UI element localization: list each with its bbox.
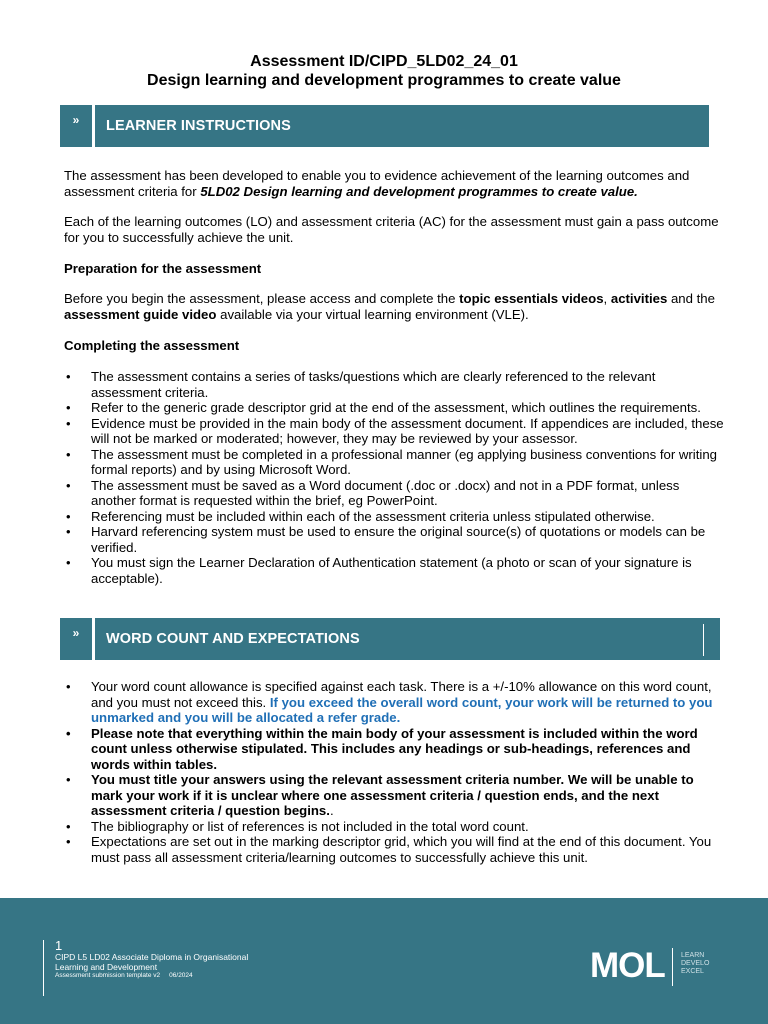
tagline-excel: EXCEL: [681, 968, 704, 975]
list-item: [64, 679, 724, 726]
list-item-text: You must title your answers using the relevant assessment criteria number. We will be unable to mark your work if it is unclear where one assessment criteria / question ends, and the next assessment criteria / question begins.: [91, 772, 694, 818]
list-item-text: Evidence must be provided in the main body of the assessment document. If appendices are included, these will not be marked or moderated; however, they may be reviewed by your assessor.: [91, 415, 724, 446]
footer-course-title: CIPD L5 LD02 Associate Diploma in Organisational Learning and Development: [55, 952, 249, 972]
list-item: [64, 478, 724, 509]
bullet-icon: •: [66, 446, 71, 462]
mol-logo: MOL: [590, 946, 665, 985]
list-item: [64, 524, 724, 555]
bullet-icon: •: [66, 508, 71, 524]
bullet-icon: •: [66, 369, 71, 384]
banner-title: WORD COUNT AND EXPECTATIONS: [106, 631, 360, 647]
logo-divider: [672, 948, 673, 986]
preparation-heading: Preparation for the assessment: [64, 261, 262, 276]
intro-paragraph: [64, 168, 724, 199]
page-number: 1: [55, 938, 63, 953]
list-item-text: .: [329, 803, 334, 818]
chevron-icon: »: [72, 626, 80, 640]
bullet-icon: •: [66, 834, 71, 849]
unit-name: 5LD02 Design learning and development programmes to create value.: [200, 183, 638, 199]
list-item-text: The assessment contains a series of tasks/questions which are clearly referenced to the relevant assessment criteria.: [91, 369, 656, 400]
list-item-text: Harvard referencing system must be used to ensure the original source(s) of quotations or models can be verified.: [91, 524, 706, 555]
list-item-text: The bibliography or list of references is not included in the total word count.: [91, 818, 529, 834]
activities-link: activities: [610, 291, 668, 306]
list-item: [64, 369, 724, 400]
topic-essentials-link: topic essentials videos: [459, 291, 604, 306]
banner-divider: [92, 618, 95, 660]
bullet-icon: •: [66, 818, 71, 834]
list-item-text: Refer to the generic grade descriptor grid at the end of the assessment, which outlines the requirements.: [91, 400, 701, 415]
list-item: [64, 509, 724, 525]
list-item-text: The assessment must be saved as a Word document (.doc or .docx) and not in a PDF format, unless another format is requested within the brief, eg PowerPoint.: [91, 477, 680, 508]
bullet-icon: •: [66, 524, 71, 539]
bullet-icon: •: [66, 415, 71, 431]
list-item: [64, 772, 724, 819]
list-item-text: Expectations are set out in the marking descriptor grid, which you will find at the end of this document. You must pass all assessment criteria/learning outcomes to successfully achieve this unit.: [91, 834, 712, 865]
completing-list: [64, 369, 724, 586]
completing-heading: Completing the assessment: [64, 338, 240, 353]
list-item-text: Referencing must be included within each of the assessment criteria unless stipulated otherwise.: [91, 508, 655, 524]
bullet-icon: •: [66, 679, 71, 694]
list-item-text: You must sign the Learner Declaration of Authentication statement (a photo or scan of your signature is acceptable).: [91, 555, 692, 586]
list-item: [64, 726, 724, 773]
banner-edge-line: [703, 624, 704, 656]
preparation-paragraph: [64, 291, 724, 322]
list-item-text: The assessment must be completed in a professional manner (eg applying business conventions for writing formal reports) and by using Microsoft Word.: [91, 446, 718, 477]
list-item: [64, 819, 724, 835]
list-item: [64, 416, 724, 447]
list-item: [64, 447, 724, 478]
prep-text: available via your virtual learning environment (VLE).: [216, 306, 529, 322]
page-title: [0, 52, 768, 90]
page-footer: [0, 898, 768, 1024]
logo-tagline: [681, 952, 709, 976]
assessment-guide-link: assessment guide video: [64, 306, 217, 322]
tagline-learn: LEARN: [681, 952, 705, 959]
list-item-text: Please note that everything within the main body of your assessment is included within the word count unless otherwise stipulated. This includes any headings or sub-headings, references and words within tables.: [91, 725, 698, 772]
chevron-icon: »: [72, 113, 80, 127]
refer-grade-warning: If you exceed the overall word count, your work will be returned to you unmarked and you will be allocated a refer grade.: [91, 694, 713, 725]
tagline-develop: DEVELO: [681, 960, 710, 967]
banner-divider: [92, 105, 95, 147]
intro-text: The assessment has been developed to enable you to evidence achievement of the learning outcomes and assessment criteria for: [64, 168, 690, 199]
bullet-icon: •: [66, 725, 71, 741]
word-count-list: [64, 679, 724, 865]
list-item: [64, 834, 724, 865]
bullet-icon: •: [66, 555, 71, 570]
assessment-id: Assessment ID/CIPD_5LD02_24_01: [250, 53, 518, 70]
word-count-banner: [60, 618, 720, 660]
list-item-text: Your word count allowance is specified against each task. There is a +/-10% allowance on this word count, and you must not exceed this.: [91, 679, 712, 710]
banner-title: LEARNER INSTRUCTIONS: [106, 118, 291, 134]
bullet-icon: •: [66, 772, 71, 787]
bullet-icon: •: [66, 477, 71, 493]
prep-text: ,: [603, 291, 611, 306]
prep-text: Before you begin the assessment, please access and complete the: [64, 291, 460, 306]
footer-template-version: Assessment submission template v2 06/2024: [55, 972, 193, 979]
list-item: [64, 400, 724, 416]
prep-text: and the: [667, 291, 715, 306]
bullet-icon: •: [66, 400, 71, 415]
footer-divider: [43, 940, 44, 996]
pass-outcome-paragraph: Each of the learning outcomes (LO) and assessment criteria (AC) for the assessment must gain a pass outcome for you to successfully achieve the unit.: [64, 214, 719, 245]
list-item: [64, 555, 724, 586]
unit-title: Design learning and development programmes to create value: [147, 72, 621, 89]
learner-instructions-banner: [60, 105, 709, 147]
